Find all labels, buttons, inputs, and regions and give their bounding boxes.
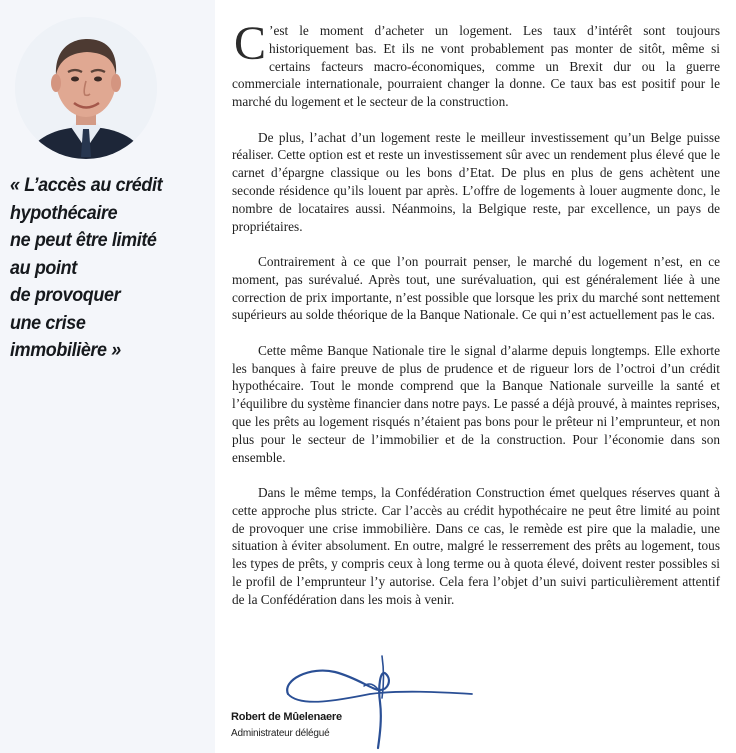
paragraph-text: ’est le moment d’acheter un logement. Les taux d’intérêt sont toujours historiquement bas. Et ils ne vont probablement pas monter de sitôt, même si certains facteurs macro-économiques, comme un Brexit dur ou la guerre commerciale internationale, pourraient changer la donne. Ce taux bas est positif pour le marché du logement et le secteur de la construction. <box>232 23 720 110</box>
paragraph: Contrairement à ce que l’on pourrait penser, le marché du logement n’est, en ce moment, pas surévalué. Après tout, une surévaluation, qui est généralement liée à une correction de prix importante, n’est possible que lorsque les prix du marché sont nettement supérieurs au solde théorique de la Banque Nationale. Ce qui n’est actuellement pas le cas. <box>232 253 720 323</box>
quote-line: hypothécaire <box>10 201 118 224</box>
portrait-image <box>15 17 157 159</box>
article-body <box>232 17 720 626</box>
drop-cap: C <box>234 17 267 70</box>
quote-line: « L’accès au crédit <box>10 174 163 196</box>
signatory-name: Robert de Mûelenaere <box>231 711 342 723</box>
author-portrait <box>15 17 157 159</box>
sidebar <box>0 0 215 753</box>
quote-line: de provoquer <box>10 284 121 306</box>
paragraph <box>232 17 720 111</box>
signatory-title: Administrateur délégué <box>231 728 330 739</box>
paragraph: Cette même Banque Nationale tire le signal d’alarme depuis longtemps. Elle exhorte les banques à faire preuve de plus de prudence et de rigueur lors de l’octroi d’un crédit hypothécaire. Tout le monde comprend que la Banque Nationale surveille la santé et l’équilibre du système financier dans notre pays. Le passé a déjà prouvé, à maintes reprises, que les prêts au logement risqués n’étaient pas bons pour le prêteur ni l’emprunteur, et non plus pour le secteur de l’immobilier et de la construction. Pour l’économie dans son ensemble. <box>232 342 720 465</box>
pull-quote <box>10 172 194 365</box>
paragraph: De plus, l’achat d’un logement reste le meilleur investissement qu’un Belge puisse réaliser. Cette option est et reste un investissement sûr avec un rendement plus élevé que le carnet d’épargne classique ou les bons d’Etat. De plus en plus de gens achètent une seconde résidence qu’ils louent par après. L’offre de logements à louer augmente donc, le nombre de locataires aussi. Néanmoins, la Belgique reste, par excellence, un pays de propriétaires. <box>232 129 720 234</box>
quote-line: au point <box>10 256 77 279</box>
paragraph: Dans le même temps, la Confédération Construction émet quelques réserves quant à cette approche plus stricte. Car l’accès au crédit hypothécaire ne peut être limité au point de provoquer une crise immobilière. Dans ce cas, le remède est pire que la maladie, une situation à éviter absolument. En outre, malgré le resserrement des prêts au logement, tous les types de prêts, y compris ceux à long terme ou à quota élevé, doivent rester possibles si le profil de l’emprunteur l’y autorise. Cela fera l’objet d’un suivi particulièrement attentif de la Confédération dans les mois à venir. <box>232 484 720 607</box>
quote-line: immobilière » <box>10 339 121 361</box>
quote-line: ne peut être limité <box>10 229 157 251</box>
quote-line: une crise <box>10 311 86 334</box>
